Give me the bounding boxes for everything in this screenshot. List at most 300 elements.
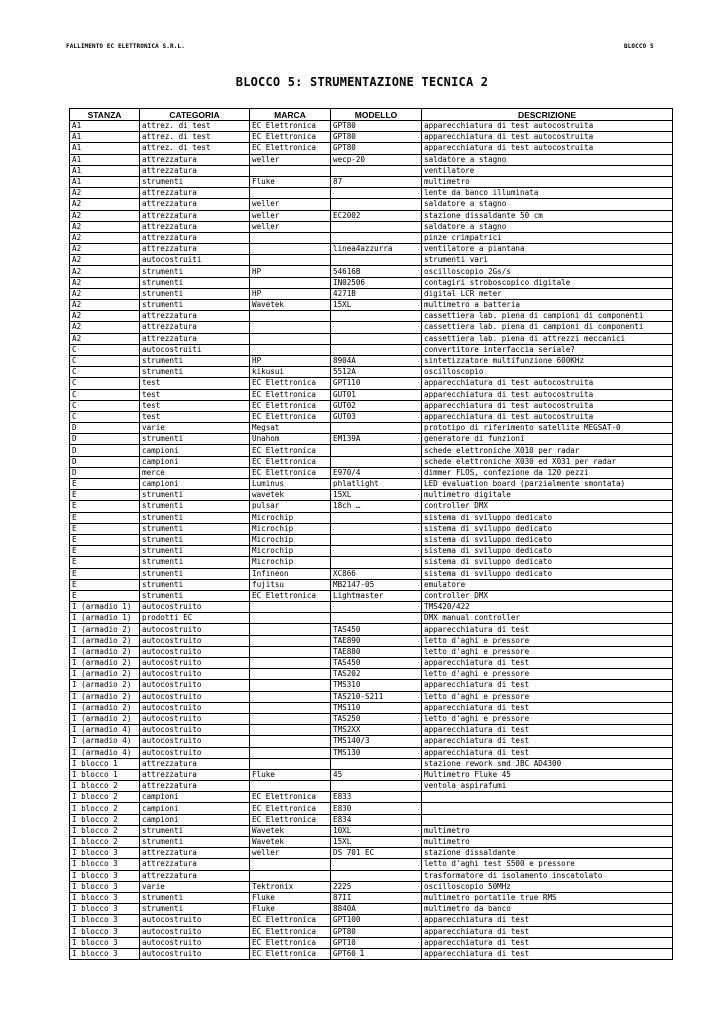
cell-stanza: A1 <box>70 132 140 143</box>
cell-marca <box>250 713 331 724</box>
cell-stanza: A2 <box>70 210 140 221</box>
table-row <box>70 557 673 568</box>
cell-categoria: strumenti <box>140 904 250 915</box>
cell-descrizione: multimetro da banco <box>422 904 673 915</box>
cell-descrizione: letto d'aghi test S500 e pressore <box>422 859 673 870</box>
cell-marca: EC Elettronica <box>250 456 331 467</box>
cell-marca: EC Elettronica <box>250 467 331 478</box>
cell-categoria: attrezzatura <box>140 311 250 322</box>
table-row <box>70 288 673 299</box>
table-row <box>70 232 673 243</box>
cell-descrizione: apparecchiatura di test <box>422 937 673 948</box>
table-row <box>70 132 673 143</box>
table-row <box>70 736 673 747</box>
cell-modello: TMS140/3 <box>331 736 422 747</box>
cell-descrizione: generatore di funzioni <box>422 434 673 445</box>
table-row <box>70 769 673 780</box>
cell-descrizione: apparecchiatura di test autocostruita <box>422 389 673 400</box>
cell-stanza: D <box>70 456 140 467</box>
cell-descrizione: prototipo di riferimento satellite MEGSAT-0 <box>422 423 673 434</box>
cell-descrizione: multimetro portatile true RMS <box>422 892 673 903</box>
column-header-descrizione: DESCRIZIONE <box>422 109 673 121</box>
cell-categoria: campioni <box>140 792 250 803</box>
cell-categoria: campioni <box>140 456 250 467</box>
cell-marca <box>250 859 331 870</box>
cell-marca <box>250 758 331 769</box>
cell-descrizione: controller DMX <box>422 590 673 601</box>
cell-stanza: I (armadio 2) <box>70 702 140 713</box>
cell-descrizione: apparecchiatura di test autocostruita <box>422 378 673 389</box>
cell-categoria: autocostruito <box>140 602 250 613</box>
table-row <box>70 490 673 501</box>
cell-stanza: A1 <box>70 165 140 176</box>
cell-modello: GPT10 <box>331 937 422 948</box>
cell-descrizione: letto d'aghi e pressore <box>422 669 673 680</box>
cell-modello: 8904A <box>331 355 422 366</box>
cell-modello: TAS450 <box>331 624 422 635</box>
cell-descrizione: stazione dissaldante 50 cm <box>422 210 673 221</box>
table-row <box>70 713 673 724</box>
cell-categoria: strumenti <box>140 367 250 378</box>
cell-descrizione: strumenti vari <box>422 255 673 266</box>
cell-descrizione: sistema di sviluppo dedicato <box>422 534 673 545</box>
cell-categoria: autocostruito <box>140 635 250 646</box>
cell-categoria: attrezzatura <box>140 221 250 232</box>
table-row <box>70 244 673 255</box>
cell-marca: EC Elettronica <box>250 915 331 926</box>
cell-stanza: I (armadio 1) <box>70 602 140 613</box>
cell-stanza: D <box>70 445 140 456</box>
cell-stanza: A1 <box>70 154 140 165</box>
cell-descrizione: apparecchiatura di test <box>422 624 673 635</box>
table-row <box>70 456 673 467</box>
table-row <box>70 624 673 635</box>
table-row <box>70 602 673 613</box>
table-row <box>70 467 673 478</box>
cell-modello: EM139A <box>331 434 422 445</box>
document-header-right: BLOCCO 5 <box>624 43 654 50</box>
table-row <box>70 848 673 859</box>
cell-stanza: I (armadio 4) <box>70 736 140 747</box>
cell-categoria: varie <box>140 881 250 892</box>
page-number: 1 <box>359 948 365 958</box>
cell-modello <box>331 165 422 176</box>
cell-modello: GPT100 <box>331 915 422 926</box>
cell-marca: EC Elettronica <box>250 937 331 948</box>
cell-modello: phlatlight <box>331 479 422 490</box>
cell-modello <box>331 344 422 355</box>
cell-categoria: attrezzatura <box>140 322 250 333</box>
cell-descrizione: apparecchiatura di test autocostruita <box>422 121 673 132</box>
cell-stanza: A1 <box>70 176 140 187</box>
cell-stanza: A2 <box>70 288 140 299</box>
cell-categoria: attrezzatura <box>140 758 250 769</box>
cell-categoria: varie <box>140 423 250 434</box>
cell-categoria: strumenti <box>140 579 250 590</box>
cell-marca: Microchip <box>250 534 331 545</box>
cell-descrizione: ventilatore a piantana <box>422 244 673 255</box>
cell-categoria: attrez. di test <box>140 143 250 154</box>
cell-modello <box>331 199 422 210</box>
cell-marca: Microchip <box>250 523 331 534</box>
cell-stanza: I (armadio 4) <box>70 725 140 736</box>
cell-modello: GPT80 <box>331 132 422 143</box>
cell-stanza: A2 <box>70 322 140 333</box>
table-row <box>70 322 673 333</box>
cell-modello: TAS250 <box>331 713 422 724</box>
cell-modello: E833 <box>331 792 422 803</box>
cell-marca: weller <box>250 154 331 165</box>
cell-categoria: autocostruiti <box>140 344 250 355</box>
cell-descrizione: apparecchiatura di test <box>422 680 673 691</box>
cell-marca: Microchip <box>250 546 331 557</box>
cell-stanza: I (armadio 1) <box>70 613 140 624</box>
cell-stanza: E <box>70 534 140 545</box>
cell-modello: IN02506 <box>331 277 422 288</box>
cell-descrizione: multimetro <box>422 825 673 836</box>
cell-descrizione: apparecchiatura di test <box>422 736 673 747</box>
cell-stanza: I blocco 1 <box>70 758 140 769</box>
table-row <box>70 344 673 355</box>
table-row <box>70 725 673 736</box>
cell-stanza: C <box>70 411 140 422</box>
cell-descrizione: schede elettroniche X010 per radar <box>422 445 673 456</box>
cell-modello: TAS450 <box>331 658 422 669</box>
cell-stanza: I (armadio 4) <box>70 747 140 758</box>
cell-modello: E830 <box>331 803 422 814</box>
cell-marca: Luminus <box>250 479 331 490</box>
cell-descrizione: dimmer FLOS, confezione da 120 pezzi <box>422 467 673 478</box>
cell-stanza: I blocco 3 <box>70 926 140 937</box>
cell-categoria: attrezzatura <box>140 870 250 881</box>
cell-stanza: C <box>70 367 140 378</box>
cell-stanza: I (armadio 2) <box>70 680 140 691</box>
cell-descrizione: digital LCR meter <box>422 288 673 299</box>
cell-modello <box>331 534 422 545</box>
cell-stanza: I blocco 2 <box>70 825 140 836</box>
cell-categoria: autocostruito <box>140 747 250 758</box>
cell-descrizione: ventola aspirafumi <box>422 781 673 792</box>
cell-modello: TMS130 <box>331 747 422 758</box>
cell-descrizione: trasformatore di isolamento inscatolato <box>422 870 673 881</box>
cell-marca <box>250 646 331 657</box>
cell-modello: Lightmaster <box>331 590 422 601</box>
cell-categoria: campioni <box>140 445 250 456</box>
cell-modello: MB2147-05 <box>331 579 422 590</box>
cell-descrizione: lente da banco illuminata <box>422 188 673 199</box>
cell-categoria: autocostruito <box>140 624 250 635</box>
cell-descrizione: apparecchiatura di test autocostruita <box>422 132 673 143</box>
cell-categoria: autocostruito <box>140 680 250 691</box>
table-row <box>70 445 673 456</box>
table-row <box>70 646 673 657</box>
cell-descrizione: convertitore interfaccia seriale? <box>422 344 673 355</box>
cell-marca <box>250 602 331 613</box>
table-row <box>70 210 673 221</box>
cell-descrizione: DMX manual controller <box>422 613 673 624</box>
cell-stanza: I blocco 3 <box>70 848 140 859</box>
cell-marca <box>250 624 331 635</box>
table-row <box>70 803 673 814</box>
table-row <box>70 915 673 926</box>
cell-stanza: I blocco 3 <box>70 904 140 915</box>
cell-descrizione: cassettiera lab. piena di attrezzi meccanici <box>422 333 673 344</box>
cell-stanza: A2 <box>70 188 140 199</box>
cell-stanza: I blocco 3 <box>70 915 140 926</box>
cell-stanza: I (armadio 2) <box>70 669 140 680</box>
cell-modello: 10XL <box>331 825 422 836</box>
table-row <box>70 568 673 579</box>
cell-stanza: D <box>70 423 140 434</box>
cell-descrizione: letto d'aghi e pressore <box>422 635 673 646</box>
table-row <box>70 512 673 523</box>
cell-marca: Unahom <box>250 434 331 445</box>
table-row <box>70 199 673 210</box>
cell-stanza: C <box>70 344 140 355</box>
cell-stanza: A2 <box>70 199 140 210</box>
cell-categoria: strumenti <box>140 825 250 836</box>
cell-modello: 15XL <box>331 837 422 848</box>
cell-marca <box>250 232 331 243</box>
cell-marca <box>250 635 331 646</box>
cell-modello: 18ch … <box>331 501 422 512</box>
table-row <box>70 635 673 646</box>
table-row <box>70 579 673 590</box>
cell-stanza: E <box>70 568 140 579</box>
cell-marca: Wavetek <box>250 837 331 848</box>
cell-modello: EC2002 <box>331 210 422 221</box>
cell-modello <box>331 322 422 333</box>
table-row <box>70 825 673 836</box>
cell-categoria: strumenti <box>140 176 250 187</box>
cell-marca: fujitsu <box>250 579 331 590</box>
cell-descrizione: oscilloscopio <box>422 367 673 378</box>
cell-categoria: attrezzatura <box>140 165 250 176</box>
cell-marca: Fluke <box>250 769 331 780</box>
cell-categoria: attrez. di test <box>140 132 250 143</box>
cell-categoria: autocostruito <box>140 702 250 713</box>
cell-categoria: strumenti <box>140 534 250 545</box>
table-row <box>70 165 673 176</box>
cell-categoria: autocostruito <box>140 713 250 724</box>
cell-categoria: attrezzatura <box>140 848 250 859</box>
table-header-row <box>70 109 673 121</box>
cell-marca <box>250 344 331 355</box>
cell-descrizione: sistema di sviluppo dedicato <box>422 512 673 523</box>
column-header-modello: MODELLO <box>331 109 422 121</box>
table-row <box>70 311 673 322</box>
cell-modello <box>331 311 422 322</box>
cell-modello <box>331 557 422 568</box>
cell-categoria: autocostruito <box>140 691 250 702</box>
table-row <box>70 501 673 512</box>
page-title: BLOCCO 5: STRUMENTAZIONE TECNICA 2 <box>235 75 489 89</box>
table-row <box>70 389 673 400</box>
cell-descrizione: schede elettroniche X030 ed X031 per radar <box>422 456 673 467</box>
table-row <box>70 792 673 803</box>
cell-modello: TMS310 <box>331 680 422 691</box>
cell-modello: GPT110 <box>331 378 422 389</box>
cell-descrizione: TMS420/422 <box>422 602 673 613</box>
cell-descrizione: multimetro digitale <box>422 490 673 501</box>
cell-marca: EC Elettronica <box>250 590 331 601</box>
table-body <box>70 121 673 960</box>
cell-stanza: I blocco 2 <box>70 814 140 825</box>
cell-stanza: I blocco 2 <box>70 803 140 814</box>
table-row <box>70 814 673 825</box>
cell-descrizione: sistema di sviluppo dedicato <box>422 546 673 557</box>
cell-stanza: I blocco 3 <box>70 870 140 881</box>
cell-modello: 8840A <box>331 904 422 915</box>
cell-categoria: autocostruito <box>140 948 250 959</box>
cell-descrizione: letto d'aghi e pressore <box>422 646 673 657</box>
cell-marca: HP <box>250 266 331 277</box>
cell-stanza: A1 <box>70 143 140 154</box>
cell-stanza: E <box>70 501 140 512</box>
cell-categoria: test <box>140 378 250 389</box>
cell-stanza: A2 <box>70 311 140 322</box>
cell-categoria: autocostruito <box>140 736 250 747</box>
cell-categoria: strumenti <box>140 557 250 568</box>
table-row <box>70 747 673 758</box>
cell-categoria: strumenti <box>140 501 250 512</box>
cell-descrizione: emulatore <box>422 579 673 590</box>
cell-modello <box>331 232 422 243</box>
cell-descrizione <box>422 814 673 825</box>
cell-categoria: attrezzatura <box>140 154 250 165</box>
cell-categoria: attrezzatura <box>140 781 250 792</box>
table-row <box>70 411 673 422</box>
cell-stanza: A2 <box>70 300 140 311</box>
cell-marca: weller <box>250 199 331 210</box>
cell-categoria: strumenti <box>140 568 250 579</box>
cell-modello: GPT60 <box>331 948 422 959</box>
cell-modello: XC866 <box>331 568 422 579</box>
cell-categoria: attrezzatura <box>140 859 250 870</box>
cell-marca: EC Elettronica <box>250 445 331 456</box>
cell-modello: 2225 <box>331 881 422 892</box>
cell-modello: GPT80 <box>331 926 422 937</box>
cell-modello: 15XL <box>331 490 422 501</box>
cell-marca <box>250 277 331 288</box>
cell-stanza: C <box>70 400 140 411</box>
cell-modello <box>331 546 422 557</box>
column-header-marca: MARCA <box>250 109 331 121</box>
cell-marca: EC Elettronica <box>250 411 331 422</box>
table-row <box>70 680 673 691</box>
table-row <box>70 523 673 534</box>
cell-marca <box>250 613 331 624</box>
cell-marca: pulsar <box>250 501 331 512</box>
cell-categoria: strumenti <box>140 546 250 557</box>
cell-categoria: autocostruito <box>140 725 250 736</box>
cell-categoria: test <box>140 400 250 411</box>
cell-marca: weller <box>250 848 331 859</box>
cell-descrizione: saldatore a stagno <box>422 154 673 165</box>
cell-marca <box>250 244 331 255</box>
table-row <box>70 333 673 344</box>
cell-modello <box>331 781 422 792</box>
cell-modello <box>331 221 422 232</box>
cell-stanza: E <box>70 490 140 501</box>
cell-stanza: C <box>70 355 140 366</box>
cell-modello <box>331 456 422 467</box>
cell-descrizione: apparecchiatura di test autocostruita <box>422 143 673 154</box>
cell-stanza: D <box>70 434 140 445</box>
cell-modello: TAE890 <box>331 635 422 646</box>
cell-marca <box>250 781 331 792</box>
cell-marca <box>250 747 331 758</box>
cell-stanza: I (armadio 2) <box>70 658 140 669</box>
table-row <box>70 176 673 187</box>
cell-categoria: autocostruito <box>140 669 250 680</box>
cell-stanza: I blocco 2 <box>70 837 140 848</box>
cell-marca: Fluke <box>250 892 331 903</box>
cell-modello: 45 <box>331 769 422 780</box>
cell-stanza: I (armadio 2) <box>70 624 140 635</box>
cell-marca: Fluke <box>250 904 331 915</box>
cell-marca: EC Elettronica <box>250 132 331 143</box>
table-row <box>70 121 673 132</box>
cell-categoria: strumenti <box>140 266 250 277</box>
cell-descrizione: sistema di sviluppo dedicato <box>422 523 673 534</box>
cell-stanza: I blocco 3 <box>70 859 140 870</box>
cell-descrizione: oscilloscopio 2Gs/s <box>422 266 673 277</box>
cell-marca <box>250 702 331 713</box>
cell-marca: EC Elettronica <box>250 814 331 825</box>
cell-stanza: A2 <box>70 232 140 243</box>
cell-marca: HP <box>250 355 331 366</box>
cell-modello: DS 701 EC <box>331 848 422 859</box>
cell-categoria: attrezzatura <box>140 333 250 344</box>
cell-categoria: merce <box>140 467 250 478</box>
cell-modello <box>331 602 422 613</box>
cell-stanza: D <box>70 467 140 478</box>
cell-modello: 54616B <box>331 266 422 277</box>
cell-categoria: autocostruito <box>140 926 250 937</box>
cell-modello: E834 <box>331 814 422 825</box>
cell-descrizione: ventilatore <box>422 165 673 176</box>
table-row <box>70 870 673 881</box>
cell-marca <box>250 311 331 322</box>
cell-stanza: C <box>70 389 140 400</box>
cell-modello: 5512A <box>331 367 422 378</box>
table-row <box>70 221 673 232</box>
cell-modello: TAE880 <box>331 646 422 657</box>
cell-categoria: attrezzatura <box>140 244 250 255</box>
cell-stanza: I blocco 3 <box>70 948 140 959</box>
table-row <box>70 881 673 892</box>
cell-categoria: campioni <box>140 479 250 490</box>
cell-stanza: A2 <box>70 255 140 266</box>
cell-stanza: A2 <box>70 266 140 277</box>
cell-stanza: I blocco 2 <box>70 792 140 803</box>
table-row <box>70 590 673 601</box>
table-row <box>70 892 673 903</box>
cell-modello: GPT80 <box>331 121 422 132</box>
table-row <box>70 859 673 870</box>
table-row <box>70 613 673 624</box>
cell-modello <box>331 758 422 769</box>
cell-marca: Infineon <box>250 568 331 579</box>
cell-descrizione: apparecchiatura di test <box>422 926 673 937</box>
cell-modello <box>331 870 422 881</box>
cell-categoria: strumenti <box>140 300 250 311</box>
cell-categoria: attrezzatura <box>140 199 250 210</box>
cell-modello: GUT02 <box>331 400 422 411</box>
cell-marca <box>250 736 331 747</box>
cell-categoria: attrezzatura <box>140 210 250 221</box>
